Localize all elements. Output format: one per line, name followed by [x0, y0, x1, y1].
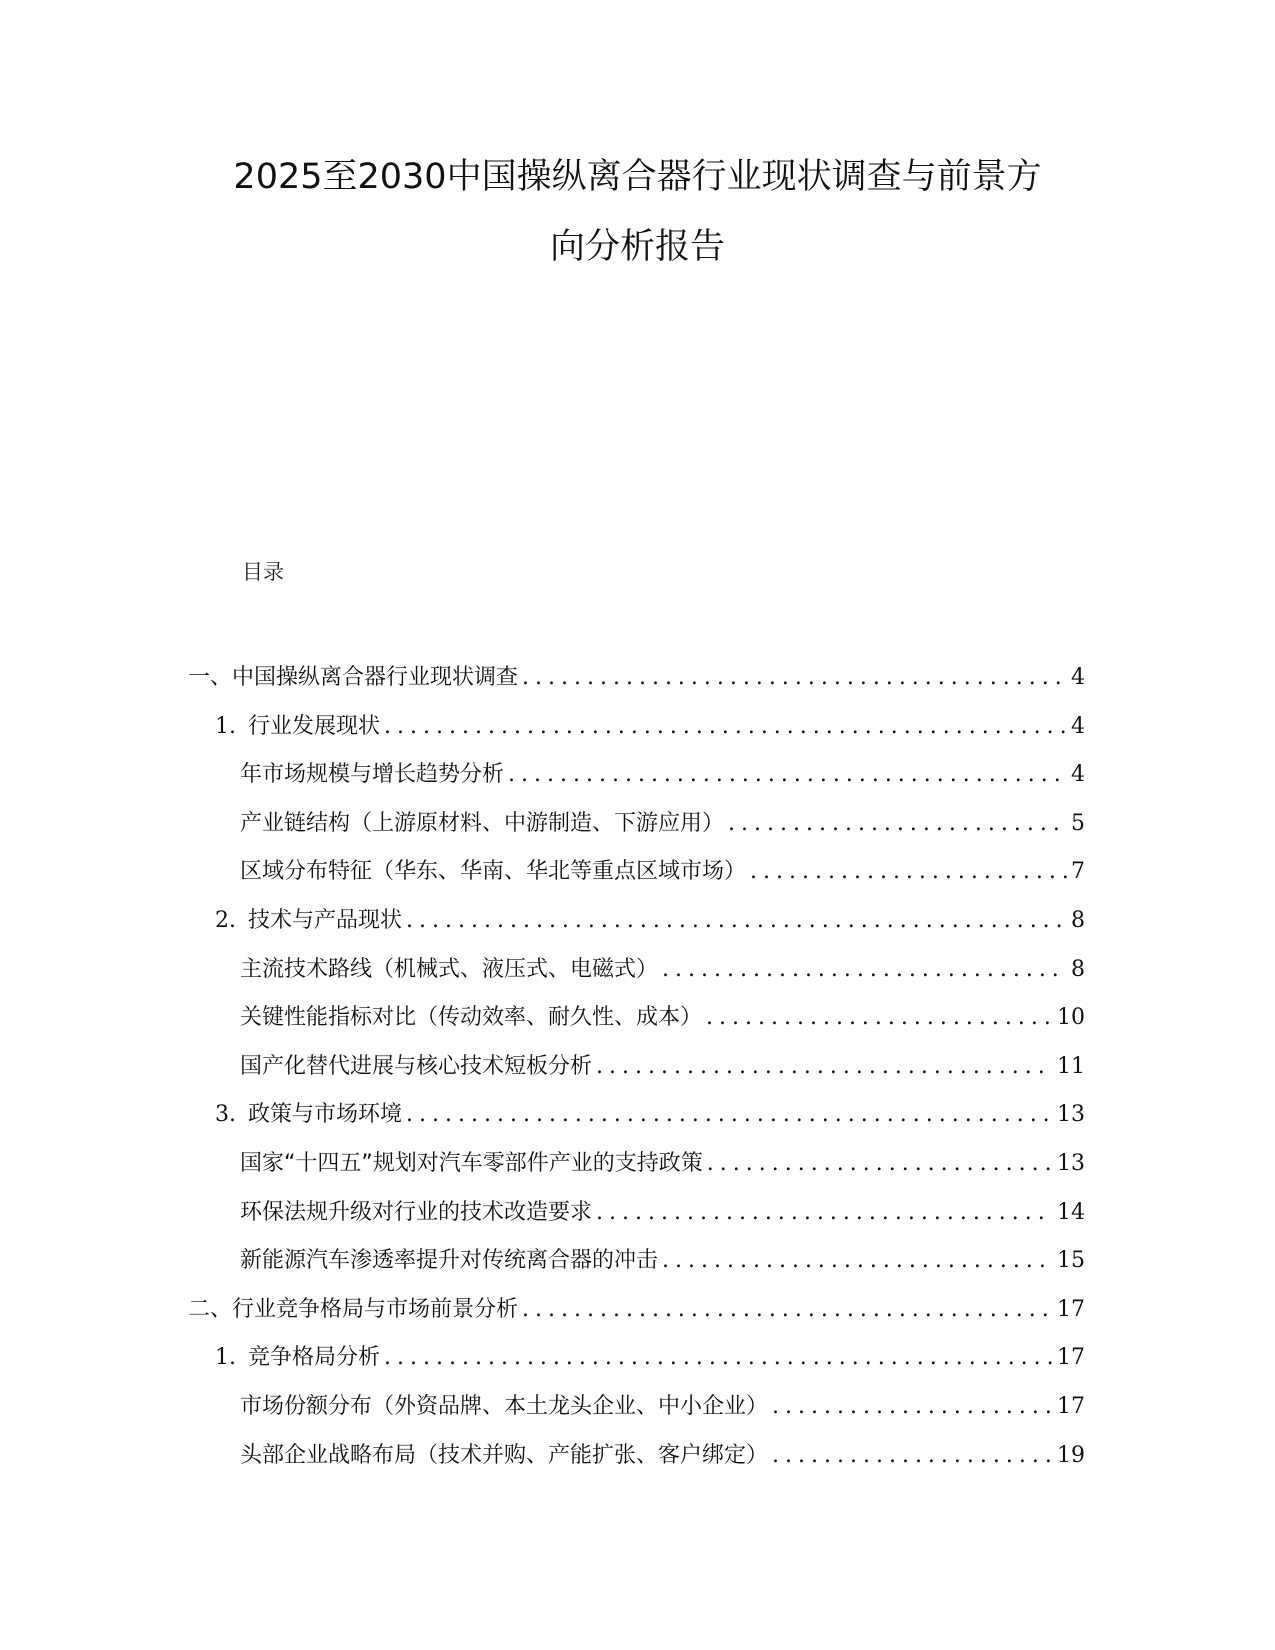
toc-leader-dots — [522, 1286, 1053, 1335]
toc-entry[interactable] — [188, 1334, 1085, 1383]
toc-page-number: 13 — [1057, 1102, 1085, 1128]
toc-page-number: 10 — [1057, 1005, 1085, 1031]
toc-leader-dots — [522, 654, 1067, 703]
toc-entry[interactable] — [188, 897, 1085, 946]
toc-entry-text: 二、行业竞争格局与市场前景分析 — [188, 1296, 519, 1322]
toc-leader-dots — [406, 897, 1067, 946]
toc-leader-dots — [384, 1334, 1053, 1383]
title-line-2: 向分析报告 — [549, 227, 725, 267]
toc-entry-text: 区域分布特征（华东、华南、华北等重点区域市场） — [240, 859, 747, 885]
toc-entry[interactable] — [188, 654, 1085, 703]
toc-page-number: 17 — [1057, 1393, 1085, 1419]
toc-entry-text: 年市场规模与增长趋势分析 — [240, 762, 505, 788]
toc-entry-text: 环保法规升级对行业的技术改造要求 — [240, 1199, 593, 1225]
toc-leader-dots — [772, 1432, 1053, 1481]
toc-entry[interactable] — [188, 1189, 1085, 1238]
toc-leader-dots — [384, 703, 1067, 752]
toc-entry-text: 国产化替代进展与核心技术短板分析 — [240, 1053, 593, 1079]
toc-entry[interactable] — [188, 751, 1085, 800]
toc-entry[interactable] — [188, 703, 1085, 752]
toc-entry[interactable] — [188, 1383, 1085, 1432]
toc-entry[interactable] — [188, 1140, 1085, 1189]
toc-entry-text: 政策与市场环境 — [248, 1102, 403, 1128]
title-line-1: 2025至2030中国操纵离合器行业现状调查与前景方 — [233, 157, 1042, 197]
toc-leader-dots — [750, 848, 1067, 897]
toc-page-number: 8 — [1071, 956, 1085, 982]
toc-leader-dots — [728, 800, 1067, 849]
toc-page-number: 4 — [1071, 665, 1085, 690]
toc-entry-text: 竞争格局分析 — [248, 1345, 381, 1371]
toc-leader-dots — [772, 1383, 1053, 1432]
toc-page-number: 5 — [1071, 810, 1085, 836]
toc-leader-dots — [662, 946, 1067, 995]
toc-entry-text: 一、中国操纵离合器行业现状调查 — [188, 665, 519, 690]
toc-page-number: 17 — [1057, 1345, 1085, 1371]
toc-page-number: 17 — [1057, 1296, 1085, 1322]
document-title — [0, 142, 1275, 282]
toc-entry[interactable] — [188, 848, 1085, 897]
toc-heading: 目录 — [242, 560, 284, 584]
toc-entry-text: 产业链结构（上游原材料、中游制造、下游应用） — [240, 810, 725, 836]
toc-entry-number: 2. — [215, 907, 236, 933]
toc-entry[interactable] — [188, 994, 1085, 1043]
toc-leader-dots — [596, 1189, 1053, 1238]
table-of-contents — [188, 654, 1085, 1480]
toc-leader-dots — [596, 1043, 1053, 1092]
toc-entry-text: 行业发展现状 — [248, 713, 381, 739]
toc-leader-dots — [707, 1140, 1053, 1189]
toc-leader-dots — [508, 751, 1067, 800]
toc-page-number: 15 — [1057, 1248, 1085, 1274]
toc-entry-text: 主流技术路线（机械式、液压式、电磁式） — [240, 956, 659, 982]
toc-entry-text: 技术与产品现状 — [248, 907, 403, 933]
toc-entry-text: 市场份额分布（外资品牌、本土龙头企业、中小企业） — [240, 1393, 769, 1419]
toc-leader-dots — [706, 994, 1053, 1043]
toc-page-number: 13 — [1057, 1150, 1085, 1176]
toc-entry[interactable] — [188, 946, 1085, 995]
toc-entry[interactable] — [188, 1432, 1085, 1481]
toc-page-number: 8 — [1071, 907, 1085, 933]
toc-page-number: 4 — [1071, 762, 1085, 788]
toc-entry-number: 3. — [215, 1102, 236, 1128]
toc-entry[interactable] — [188, 1043, 1085, 1092]
toc-entry[interactable] — [188, 1286, 1085, 1335]
toc-entry-text: 新能源汽车渗透率提升对传统离合器的冲击 — [240, 1248, 659, 1274]
toc-entry-number: 1. — [215, 1345, 236, 1371]
toc-leader-dots — [406, 1091, 1053, 1140]
toc-page-number: 4 — [1071, 713, 1085, 739]
toc-entry-number: 1. — [215, 713, 236, 739]
toc-entry-text: 关键性能指标对比（传动效率、耐久性、成本） — [240, 1005, 703, 1031]
toc-page-number: 7 — [1071, 859, 1085, 885]
toc-entry[interactable] — [188, 1091, 1085, 1140]
toc-entry-text: 国家“十四五”规划对汽车零部件产业的支持政策 — [240, 1150, 703, 1176]
toc-entry[interactable] — [188, 1237, 1085, 1286]
toc-entry-text: 头部企业战略布局（技术并购、产能扩张、客户绑定） — [240, 1442, 769, 1468]
toc-leader-dots — [662, 1237, 1053, 1286]
toc-page-number: 11 — [1057, 1053, 1085, 1079]
toc-entry[interactable] — [188, 800, 1085, 849]
toc-page-number: 19 — [1057, 1442, 1085, 1468]
toc-page-number: 14 — [1057, 1199, 1085, 1225]
